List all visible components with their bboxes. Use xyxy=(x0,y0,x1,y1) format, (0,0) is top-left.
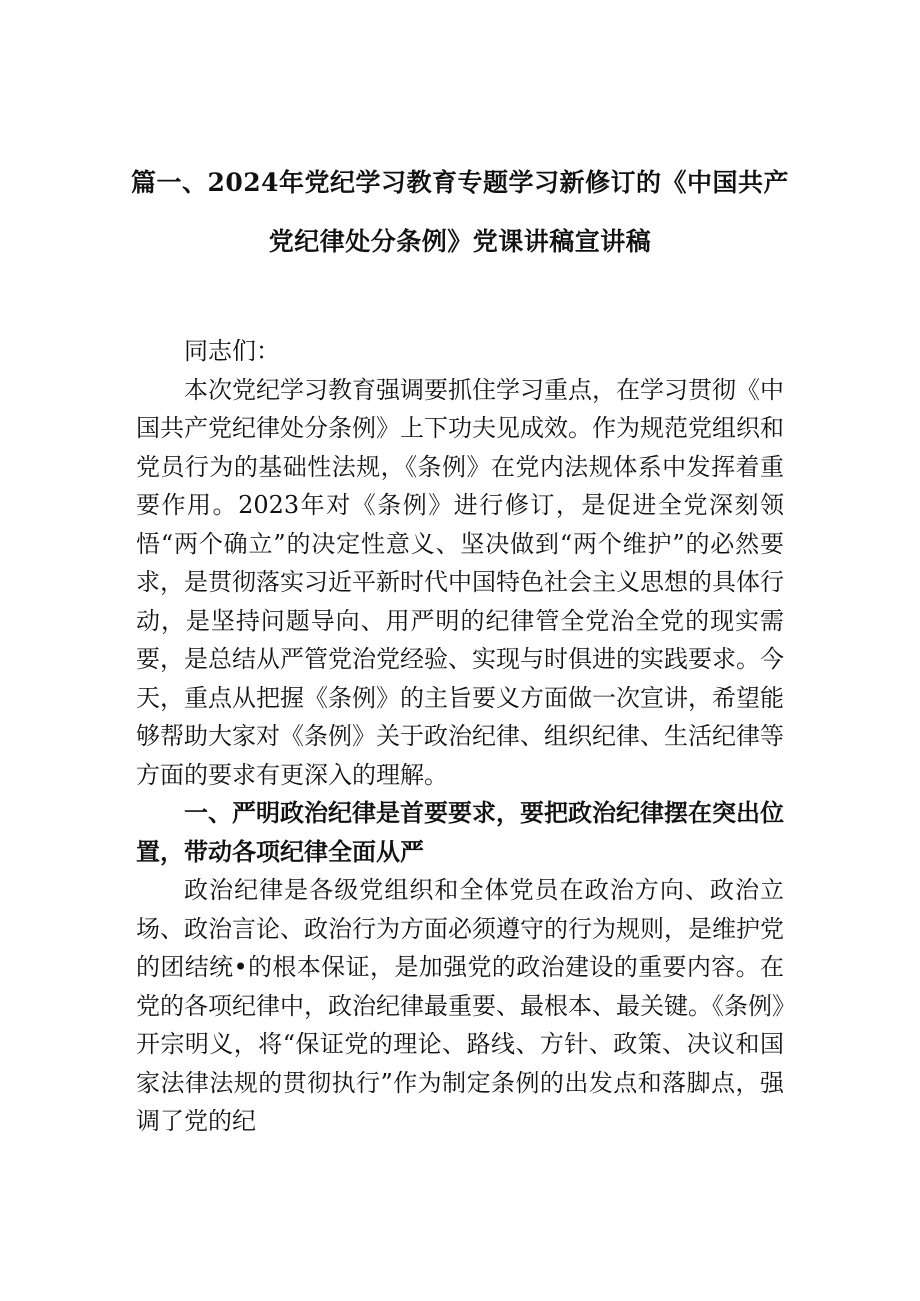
greeting: 同志们： xyxy=(184,337,280,365)
paragraph: 本次党纪学习教育强调要抓住学习重点，在学习贯彻《中国共产党纪律处分条例》上下功夫见成效。作为规范党组织和党员行为的基础性法规，《条例》在党内法规体系中发挥着重要作用。2023年对《条例》进行修订，是促进全党深刻领悟“两个确立”的决定性意义、坚决做到“两个维护”的必然要求，是贯彻落实习近平新时代中国特色社会主义思想的具体行动，是坚持问题导向、用严明的纪律管全党治全党的现实需要，是总结从严管党治党经验、实现与时俱进的实践要求。今天，重点从把握《条例》的主旨要义方面做一次宣讲，希望能够帮助大家对《条例》关于政治纪律、组织纪律、生活纪律等方面的要求有更深入的理解。 xyxy=(136,375,784,789)
document-title-line-2: 党纪律处分条例》党课讲稿宣讲稿 xyxy=(268,227,652,256)
document-title-line-1: 篇一、2024年党纪学习教育专题学习新修订的《中国共产 xyxy=(130,168,790,197)
section-heading: 一、严明政治纪律是首要要求，要把政治纪律摆在突出位置，带动各项纪律全面从严 xyxy=(136,798,784,866)
document-body xyxy=(136,332,784,1141)
paragraph: 政治纪律是各级党组织和全体党员在政治方向、政治立场、政治言论、政治行为方面必须遵守的行为规则，是维护党的团结统•的根本保证，是加强党的政治建设的重要内容。在党的各项纪律中，政治纪律最重要、最根本、最关键。《条例》开宗明义，将“保证党的理论、路线、方针、政策、决议和国家法律法规的贯彻执行”作为制定条例的出发点和落脚点，强调了党的纪 xyxy=(136,876,784,1135)
